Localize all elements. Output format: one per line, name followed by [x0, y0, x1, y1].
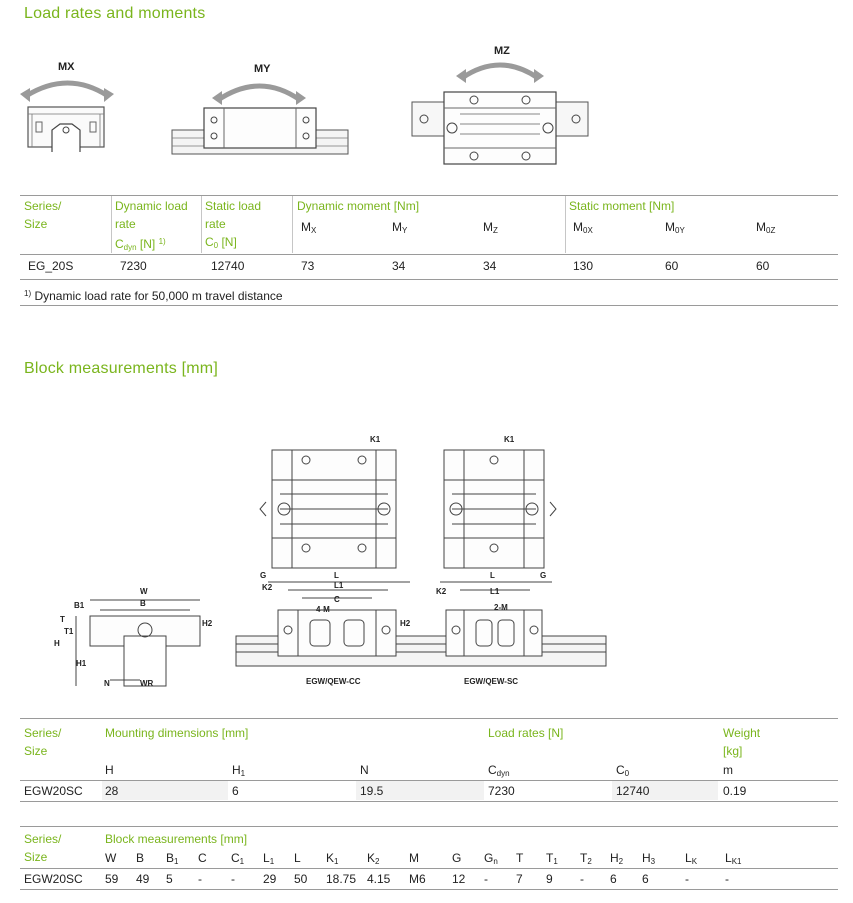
label-g-cc: G — [260, 571, 267, 580]
block-header-measurements: Block measurements [mm] — [105, 832, 248, 846]
mount-col-m: m — [723, 763, 733, 777]
label-l-sc: L — [490, 571, 495, 580]
mount-col-c0: $C_0$ — [616, 763, 630, 778]
mount-row-c0: 12740 — [616, 784, 650, 798]
col-header-dynamic-load-rate: Dynamic load rate $C_{dyn}$ [N] $^{1)}$ — [115, 199, 188, 252]
section-title-block-measurements: Block measurements [mm] — [24, 360, 218, 377]
mount-row-h1: 6 — [232, 784, 239, 798]
block-value-cell: - — [685, 872, 689, 886]
block-value-cell: 49 — [136, 872, 150, 886]
footnote: $^{1)}$ Dynamic load rate for 50,000 m travel distance — [24, 289, 283, 303]
block-col-header: $K_1$ — [326, 851, 339, 866]
block-col-header: T — [516, 851, 524, 865]
label-t: T — [60, 615, 65, 624]
block-col-header: $C_1$ — [231, 851, 245, 866]
row-m0y: 60 — [665, 259, 679, 273]
block-col-header: $T_2$ — [580, 851, 592, 866]
label-k2-sc: K2 — [436, 587, 447, 596]
row-size: EG_20S — [28, 259, 74, 273]
block-value-cell: 18.75 — [326, 872, 357, 886]
block-value-cell: - — [725, 872, 729, 886]
block-col-header: $T_1$ — [546, 851, 558, 866]
col-m0x: $M_{0X}$ — [573, 220, 593, 235]
mount-header-weight: Weight [kg] — [723, 726, 761, 758]
label-k1-cc: K1 — [370, 435, 381, 444]
label-b: B — [140, 599, 146, 608]
row-my: 34 — [392, 259, 406, 273]
block-col-header: L — [294, 851, 301, 865]
label-g-sc: G — [540, 571, 547, 580]
col-header-static-moment: Static moment [Nm] — [569, 199, 675, 213]
mx-moment-diagram — [18, 52, 118, 162]
row-m0z: 60 — [756, 259, 770, 273]
block-col-header: $H_2$ — [610, 851, 624, 866]
block-col-header: $H_3$ — [642, 851, 656, 866]
label-h1: H1 — [76, 659, 87, 668]
section-title-load-rates: Load rates and moments — [24, 5, 206, 22]
block-header-series: Series/ Size — [24, 832, 62, 864]
mount-row-cdyn: 7230 — [488, 784, 515, 798]
label-b1: B1 — [74, 601, 85, 610]
mount-row-h: 28 — [105, 784, 119, 798]
row-c0: 12740 — [211, 259, 245, 273]
label-t1: T1 — [64, 627, 74, 636]
label-2m: 2-M — [494, 603, 508, 612]
block-value-cell: M6 — [409, 872, 426, 886]
block-value-cell: 59 — [105, 872, 119, 886]
block-value-cell: 6 — [642, 872, 649, 886]
label-l1-sc: L1 — [490, 587, 500, 596]
block-value-cell: 6 — [610, 872, 617, 886]
mx-label: MX — [58, 61, 75, 73]
mount-row-n: 19.5 — [360, 784, 384, 798]
block-col-header: $L_K$ — [685, 851, 698, 866]
mount-col-h: H — [105, 763, 114, 777]
col-m0z: $M_{0Z}$ — [756, 220, 776, 235]
block-value-cell: 50 — [294, 872, 308, 886]
block-value-cell: 4.15 — [367, 872, 391, 886]
block-value-cell: - — [580, 872, 584, 886]
block-col-header: $L_{K1}$ — [725, 851, 742, 866]
mount-col-n: N — [360, 763, 369, 777]
label-l1-cc: L1 — [334, 581, 344, 590]
mount-col-h1: $H_1$ — [232, 763, 246, 778]
mount-row-size: EGW20SC — [24, 784, 83, 798]
row-mz: 34 — [483, 259, 497, 273]
mz-label: MZ — [494, 45, 510, 57]
col-header-static-load-rate: Static load rate $C_0$ [N] — [205, 199, 262, 250]
col-mz: $M_Z$ — [483, 220, 498, 235]
label-h2-cc: H2 — [400, 619, 411, 628]
block-value-cell: - — [198, 872, 202, 886]
block-value-cell: - — [231, 872, 235, 886]
col-m0y: $M_{0Y}$ — [665, 220, 685, 235]
block-value-cell: 9 — [546, 872, 553, 886]
col-mx: $M_X$ — [301, 220, 317, 235]
block-value-cell: 7 — [516, 872, 523, 886]
label-h2: H2 — [202, 619, 213, 628]
label-sc-model: EGW/QEW-SC — [464, 677, 519, 686]
mount-header-load-rates: Load rates [N] — [488, 726, 564, 740]
row-mx: 73 — [301, 259, 315, 273]
label-c: C — [334, 595, 340, 604]
block-value-cell: 12 — [452, 872, 466, 886]
block-col-header: $B_1$ — [166, 851, 179, 866]
block-col-header: C — [198, 851, 207, 865]
block-col-header: $K_2$ — [367, 851, 380, 866]
block-value-cell: 5 — [166, 872, 173, 886]
label-n: N — [104, 679, 110, 688]
mount-row-weight: 0.19 — [723, 784, 747, 798]
label-cc-model: EGW/QEW-CC — [306, 677, 361, 686]
my-label: MY — [254, 63, 271, 75]
mount-col-cdyn: $C_{dyn}$ — [488, 763, 510, 778]
block-row-size: EGW20SC — [24, 872, 83, 886]
label-k1-sc: K1 — [504, 435, 515, 444]
col-header-dynamic-moment: Dynamic moment [Nm] — [297, 199, 420, 213]
block-col-header: W — [105, 851, 117, 865]
row-m0x: 130 — [573, 259, 594, 273]
col-header-series: Series/ Size — [24, 199, 62, 231]
mount-header-dimensions: Mounting dimensions [mm] — [105, 726, 249, 740]
my-moment-diagram — [170, 58, 350, 160]
label-w: W — [140, 587, 148, 596]
label-k2-cc: K2 — [262, 583, 273, 592]
label-wr: WR — [140, 679, 154, 688]
mz-moment-diagram — [410, 40, 590, 166]
block-col-header: $L_1$ — [263, 851, 275, 866]
label-4m: 4-M — [316, 605, 330, 614]
block-value-cell: 29 — [263, 872, 277, 886]
block-col-header: M — [409, 851, 419, 865]
row-cdyn: 7230 — [120, 259, 147, 273]
block-col-header: G — [452, 851, 462, 865]
block-col-header: B — [136, 851, 145, 865]
mount-header-series: Series/ Size — [24, 726, 62, 758]
block-col-header: $G_n$ — [484, 851, 498, 866]
block-technical-drawing — [40, 430, 610, 690]
block-value-cell: - — [484, 872, 488, 886]
label-h: H — [54, 639, 60, 648]
col-my: $M_Y$ — [392, 220, 408, 235]
label-l-cc: L — [334, 571, 339, 580]
